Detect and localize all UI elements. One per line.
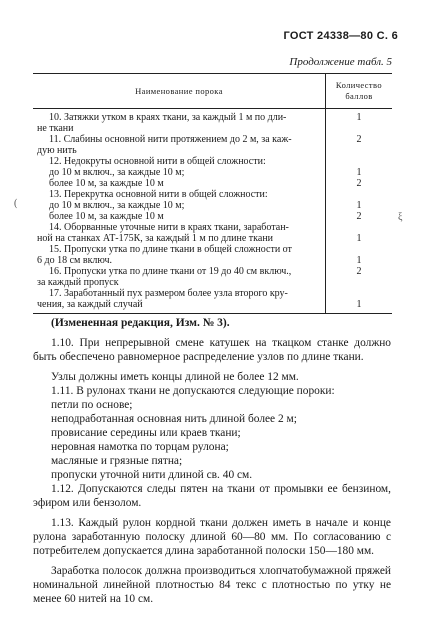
table-row bbox=[33, 222, 392, 244]
score-value bbox=[328, 277, 390, 288]
column-header-score-line1: Количество bbox=[335, 80, 383, 90]
defect-name-cell bbox=[33, 156, 326, 189]
defect-name-line: более 10 м, за каждые 10 м bbox=[49, 211, 164, 222]
list-item: петли по основе; bbox=[51, 399, 133, 411]
score-value: 1 bbox=[356, 167, 362, 178]
score-cell bbox=[326, 266, 393, 288]
score-cell bbox=[326, 156, 393, 189]
score-value: 1 bbox=[356, 200, 362, 211]
score-value: 1 bbox=[356, 299, 362, 310]
list-item: неровная намотка по торцам рулона; bbox=[51, 441, 229, 453]
table-row bbox=[33, 156, 392, 189]
table-row bbox=[33, 134, 392, 156]
paragraph-1-11: 1.11. В рулонах ткани не допускаются следующие пороки: bbox=[51, 385, 335, 397]
score-value bbox=[328, 222, 390, 233]
score-value bbox=[328, 145, 390, 156]
score-cell bbox=[326, 134, 393, 156]
list-item: провисание середины или краев ткани; bbox=[51, 427, 241, 439]
defect-name-line: 11. Слабины основной нити протяжением до 2 м, за каж- bbox=[49, 134, 292, 145]
margin-mark-right: ξ bbox=[398, 212, 403, 223]
score-value bbox=[328, 244, 390, 255]
table-row bbox=[33, 189, 392, 222]
defect-name-cell bbox=[33, 109, 326, 135]
score-cell bbox=[326, 109, 393, 135]
score-value bbox=[328, 123, 390, 134]
defect-name-cell bbox=[33, 222, 326, 244]
defect-name-line: дую нить bbox=[37, 145, 77, 156]
paragraph-1-13: 1.13. Каждый рулон кордной ткани должен иметь в начале и конце рулона заработанную полоску длиной 60—80 мм. По согласованию с потребителем допускается длина заработанной полоски 150—180 мм. bbox=[33, 517, 391, 557]
defect-name-line: ной на станках АТ-175К, за каждый 1 м по длине ткани bbox=[37, 233, 274, 244]
defect-name-line: до 10 м включ., за каждые 10 м; bbox=[49, 167, 185, 178]
score-value: 1 bbox=[356, 112, 362, 123]
paragraph-1-10: 1.10. При непрерывной смене катушек на ткацком станке должно быть обеспечено равномерное распределение узлов по длине ткани. bbox=[33, 337, 391, 363]
defect-name-line: 12. Недокруты основной нити в общей сложности: bbox=[49, 156, 266, 167]
defect-name-line: за каждый пропуск bbox=[37, 277, 119, 288]
score-value: 2 bbox=[356, 266, 362, 277]
document-body bbox=[33, 316, 391, 606]
defects-table bbox=[33, 73, 392, 314]
list-item: неподработанная основная нить длиной более 2 м; bbox=[51, 413, 297, 425]
score-cell bbox=[326, 288, 393, 314]
score-value: 1 bbox=[356, 255, 362, 266]
paragraph-knots: Узлы должны иметь концы длиной не более 12 мм. bbox=[51, 371, 299, 383]
table-continuation-label: Продолжение табл. 5 bbox=[289, 56, 392, 68]
table-row bbox=[33, 244, 392, 266]
defect-name-cell bbox=[33, 189, 326, 222]
score-cell bbox=[326, 189, 393, 222]
defect-name-line: не ткани bbox=[37, 123, 74, 134]
defect-name-line: 16. Пропуски утка по длине ткани от 19 до 40 см включ., bbox=[49, 266, 292, 277]
column-header-score-line2: баллов bbox=[345, 91, 373, 101]
score-value: 1 bbox=[356, 233, 362, 244]
defect-name-cell bbox=[33, 244, 326, 266]
defect-name-line: 17. Заработанный пух размером более узла второго кру- bbox=[49, 288, 288, 299]
score-value: 2 bbox=[356, 211, 362, 222]
edition-note: (Измененная редакция, Изм. № 3). bbox=[51, 317, 230, 329]
table-row bbox=[33, 288, 392, 314]
defect-name-cell bbox=[33, 288, 326, 314]
score-cell bbox=[326, 222, 393, 244]
defect-name-line: 15. Пропуски утка по длине ткани в общей сложности от bbox=[49, 244, 292, 255]
score-value bbox=[328, 189, 390, 200]
paragraph-final: Заработка полосок должна производиться хлопчатобумажной пряжей номинальной линейной плотностью 84 текс с плотностью по утку не менее 60 нитей на 10 см. bbox=[33, 565, 391, 605]
defect-name-line: 10. Затяжки утком в краях ткани, за каждый 1 м по дли- bbox=[49, 112, 287, 123]
defect-name-line: до 10 м включ., за каждые 10 м; bbox=[49, 200, 185, 211]
defect-name-line: 14. Оборванные уточные нити в краях ткани, заработан- bbox=[49, 222, 289, 233]
table-row bbox=[33, 266, 392, 288]
defect-name-line: более 10 м, за каждые 10 м bbox=[49, 178, 164, 189]
score-cell bbox=[326, 244, 393, 266]
defect-name-line: чения, за каждый случай bbox=[37, 299, 143, 310]
score-value: 2 bbox=[356, 178, 362, 189]
paragraph-1-12: 1.12. Допускаются следы пятен на ткани от промывки ее бензином, эфиром или бензолом. bbox=[33, 483, 391, 509]
column-header-name: Наименование порока bbox=[33, 74, 326, 109]
defect-name-cell bbox=[33, 266, 326, 288]
list-item: пропуски уточной нити длиной св. 40 см. bbox=[51, 469, 253, 481]
list-item: масляные и грязные пятна; bbox=[51, 455, 183, 467]
column-header-score bbox=[326, 74, 393, 109]
score-value bbox=[328, 156, 390, 167]
margin-mark-left: ( bbox=[14, 198, 18, 209]
defect-list bbox=[33, 398, 391, 482]
defect-name-line: 13. Перекрутка основной нити в общей сложности: bbox=[49, 189, 268, 200]
page-header: ГОСТ 24338—80 С. 6 bbox=[283, 30, 398, 42]
table-row bbox=[33, 109, 392, 135]
defect-name-line: 6 до 18 см включ. bbox=[37, 255, 113, 266]
defect-name-cell bbox=[33, 134, 326, 156]
score-value: 2 bbox=[356, 134, 362, 145]
score-value bbox=[328, 288, 390, 299]
